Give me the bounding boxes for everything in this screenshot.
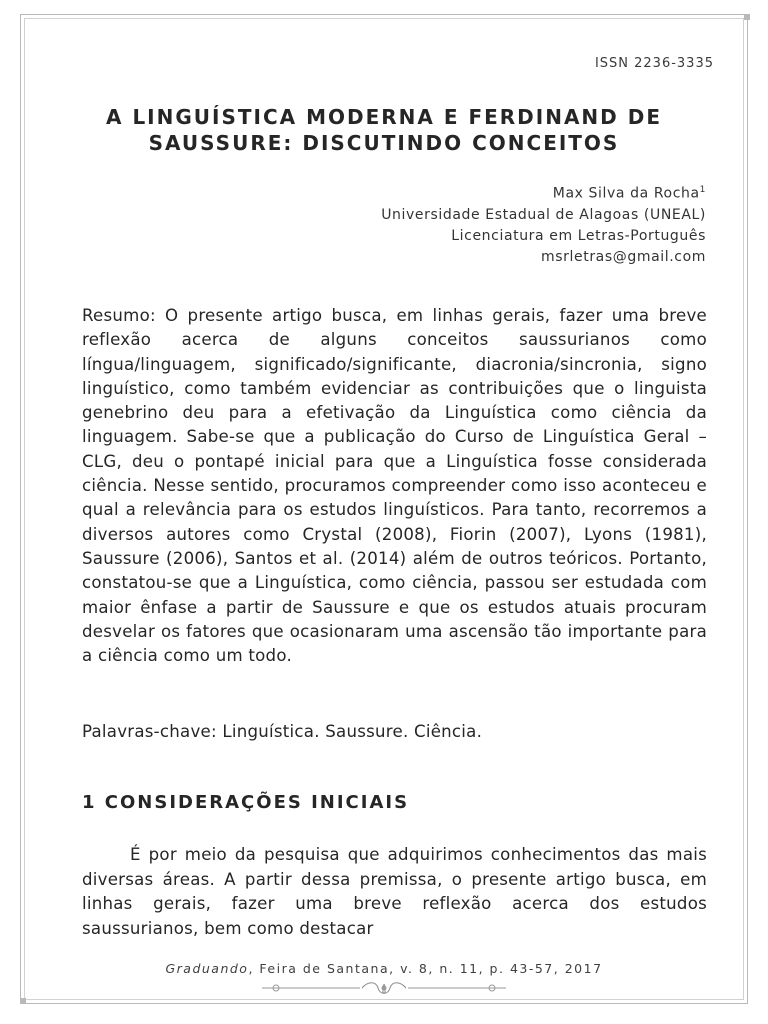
author-footnote-marker[interactable]: 1 [699,185,706,195]
issn-label: ISSN 2236-3335 [594,56,714,71]
author-block [286,180,706,268]
article-title-line-1: A LINGUÍSTICA MODERNA E FERDINAND DE [106,105,662,129]
abstract-text: O presente artigo busca, em linhas gerais, fazer uma breve reflexão acerca de alguns conceitos saussurianos como língua/linguagem, significado/significante, diacronia/sincronia, signo linguístico, como também evidenciar as contribuições que o linguista genebrino deu para a efetivação da Linguística como ciência da linguagem. Sabe-se que a publicação do Curso de Linguística Geral – CLG, deu o pontapé inicial para que a Linguística fosse considerada ciência. Nesse sentido, procuramos compreender como isso aconteceu e qual a relevância para os estudos linguísticos. Para tanto, recorremos a diversos autores como Crystal (2008), Fiorin (2007), Lyons (1981), Saussure (2006), Santos et al. (2014) além de outros teóricos. Portanto, constatou-se que a Linguística, como ciência, passou ser estudada com maior ênfase a partir de Saussure e que os estudos atuais procuram desvelar os fatores que ocasionaram uma ascensão tão importante para a ciência como um todo. [82,306,707,666]
author-institution: Universidade Estadual de Alagoas (UNEAL) [381,206,706,223]
article-title [84,104,684,156]
author-email[interactable]: msrletras@gmail.com [541,248,706,265]
keywords-label: Palavras-chave: [82,722,217,741]
keywords-text: Linguística. Saussure. Ciência. [216,722,483,741]
border-corner-bottom-left [20,998,26,1004]
author-course: Licenciatura em Letras-Português [451,227,706,244]
section-heading: 1 CONSIDERAÇÕES INICIAIS [82,792,410,813]
article-title-line-2: SAUSSURE: DISCUTINDO CONCEITOS [148,131,620,155]
border-corner-top-right [744,14,750,20]
journal-name: Graduando [165,961,249,976]
keywords [82,720,707,744]
author-name-line [286,180,706,205]
abstract [82,304,707,668]
author-name: Max Silva da Rocha [552,185,700,202]
footer-ornament [262,979,506,997]
abstract-label: Resumo: [82,306,156,325]
citation-details: , Feira de Santana, v. 8, n. 11, p. 43-57, 2017 [248,961,603,976]
footer-citation [0,961,768,976]
body-paragraph: É por meio da pesquisa que adquirimos conhecimentos das mais diversas áreas. A partir dessa premissa, o presente artigo busca, em linhas gerais, fazer uma breve reflexão acerca dos estudos saussurianos, bem como destacar [82,845,707,938]
